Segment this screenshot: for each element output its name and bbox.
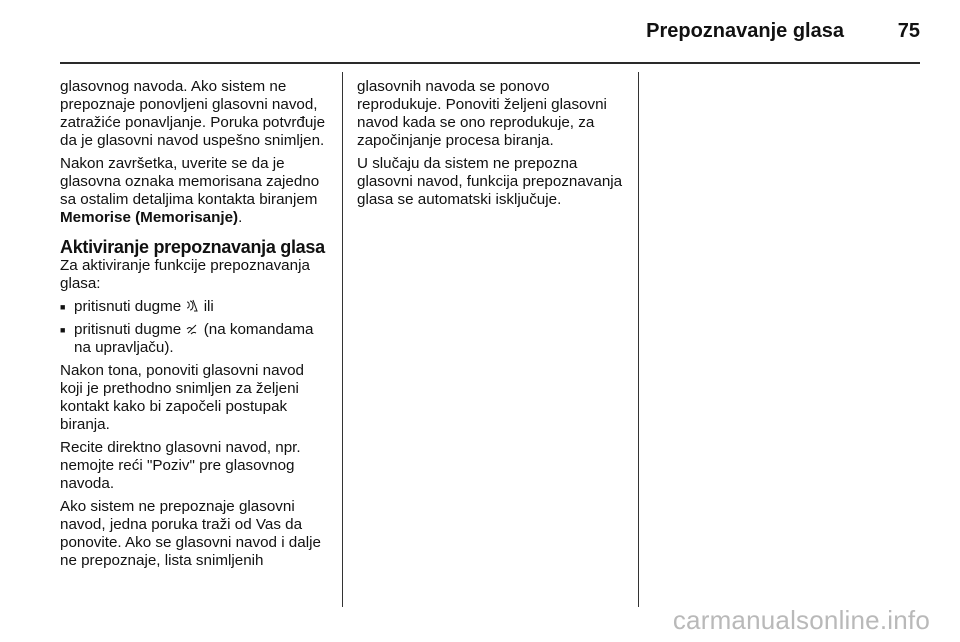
paragraph-text: Nakon završetka, uverite se da je glasovna oznaka memorisana zajedno sa ostalim detaljima kontakta biranjem bbox=[60, 155, 320, 208]
column-divider bbox=[638, 72, 639, 607]
paragraph: glasovnog navoda. Ako sistem ne prepoznaje ponovljeni glasovni navod, zatražiće ponavljanje. Poruka potvrđuje da je glasovni navod uspešno snimljen. bbox=[60, 78, 326, 149]
paragraph: glasovnih navoda se ponovo reprodukuje. Ponoviti željeni glasovni navod kada se ono reprodukuje, za započinjanje procesa biranja. bbox=[357, 78, 607, 149]
page-header bbox=[60, 16, 920, 64]
list-item-end: (na komandama na upravljaču). bbox=[74, 321, 314, 356]
section-heading: Aktiviranje prepoznavanja glasa bbox=[60, 237, 325, 257]
header-title: Prepoznavanje glasa bbox=[646, 20, 844, 42]
paragraph bbox=[60, 155, 328, 227]
left-column bbox=[60, 78, 328, 575]
bullet-square-icon: ■ bbox=[60, 325, 66, 335]
list-item-end: ili bbox=[203, 298, 214, 315]
memorise-option-label: Memorise (Memorisanje) bbox=[60, 209, 239, 226]
column-divider bbox=[342, 72, 343, 607]
paragraph-end: . bbox=[238, 209, 243, 226]
paragraph: Ako sistem ne prepoznaje glasovni navod, jedna poruka traži od Vas da ponovite. Ako se glasovni navod i dalje ne prepoznaje, lista snimljenih bbox=[60, 498, 321, 569]
list-item-text bbox=[74, 321, 328, 357]
voice-button-icon bbox=[185, 299, 199, 313]
paragraph: Nakon tona, ponoviti glasovni navod koji je prethodno snimljen za željeni kontakt kako bi započeli postupak biranja. bbox=[60, 362, 305, 433]
bullet-square-icon: ■ bbox=[60, 302, 66, 312]
watermark: carmanualsonline.info bbox=[672, 605, 930, 635]
list-item bbox=[60, 298, 328, 316]
list-item-text bbox=[74, 298, 328, 316]
list-item bbox=[60, 321, 328, 357]
paragraph: Recite direktno glasovni navod, npr. nemojte reći "Poziv" pre glasovnog navoda. bbox=[60, 439, 301, 492]
list-item-label: pritisnuti dugme bbox=[74, 298, 182, 315]
paragraph: Za aktiviranje funkcije prepoznavanja glasa: bbox=[60, 257, 310, 292]
paragraph: U slučaju da sistem ne prepozna glasovni navod, funkcija prepoznavanja glasa se automatski isključuje. bbox=[357, 155, 623, 208]
steering-voice-button-icon bbox=[185, 322, 199, 336]
page-number: 75 bbox=[897, 20, 920, 42]
list-item-label: pritisnuti dugme bbox=[74, 321, 182, 338]
middle-column bbox=[357, 78, 623, 214]
